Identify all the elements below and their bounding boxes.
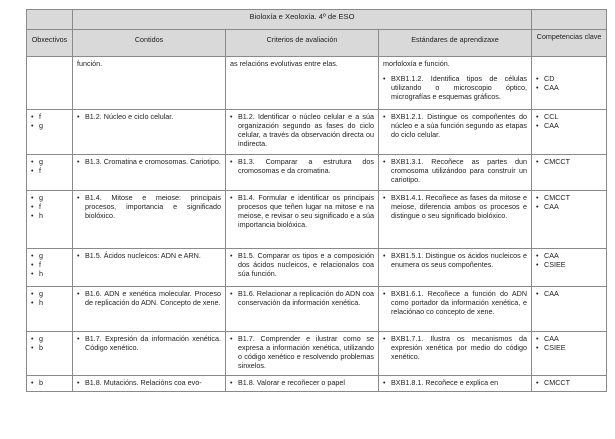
criteria-item [230,251,374,278]
criteria-cell [226,57,379,110]
content-item [77,251,221,260]
objective-item [31,202,68,211]
content-cell [73,110,226,155]
table-row [27,155,607,191]
bullet: • [31,269,34,279]
criteria-cell [226,287,379,332]
content-item [77,378,221,387]
objectives-cell [27,155,73,191]
bullet: • [31,289,34,298]
standard-item-text: BXB1.5.1. Distingue os ácidos nucleicos e enumera os seus compoñentes. [391,251,528,270]
criteria-item [230,334,374,370]
objectives-cell [27,287,73,332]
criteria-item [230,289,374,307]
bullet: • [31,166,34,176]
objective-code: g [39,157,43,166]
bullet: • [536,112,539,121]
objective-code: f [39,260,41,270]
criteria-item-text: as relacións evolutivas entre elas. [230,59,338,68]
content-item [77,157,221,166]
objective-code: b [39,378,43,387]
table-row [27,332,607,376]
bullet: • [383,157,386,166]
table-title-row [27,10,607,30]
bullet: • [77,112,80,121]
bullet: • [536,157,539,166]
standards-cell [379,332,532,376]
bullet: • [230,157,233,166]
objective-item [31,193,68,202]
objective-code: h [39,269,43,279]
title-blank-cell [27,10,73,30]
content-item [77,193,221,220]
bullet: • [230,193,233,202]
standards-cell [379,57,532,110]
competences-cell [532,249,607,287]
content-item [77,289,221,307]
table-row [27,249,607,287]
objective-code: h [39,211,43,221]
criteria-cell [226,155,379,191]
bullet: • [383,193,386,202]
bullet: • [31,121,34,131]
bullet: • [77,157,80,166]
objectives-cell [27,249,73,287]
standard-item [383,334,527,361]
bullet: • [77,193,80,202]
bullet: • [31,211,34,221]
competence-code: CSIEE [544,260,566,270]
bullet: • [536,289,539,298]
standard-item-text: BXB1.4.1. Recoñece as fases da mitose e meiose, diferencia ambos os procesos e distingue o seu significado biolóxico. [391,193,528,221]
bullet: • [536,251,539,260]
objective-item [31,289,68,298]
objective-code: g [39,193,43,202]
content-item-text: función. [77,59,103,68]
bullet: • [77,289,80,298]
competence-code: CMCCT [544,157,570,166]
criteria-item [230,157,374,175]
bullet: • [536,343,539,353]
bullet: • [77,378,80,387]
competence-code: CD [544,74,555,83]
bullet: • [536,74,539,83]
content-item-text: B1.2. Núcleo e ciclo celular. [85,112,174,121]
header-criteria: Criterios de avaliación [226,30,379,57]
objectives-cell [27,332,73,376]
competence-code: CAA [544,251,559,260]
standard-item [383,251,527,269]
objective-item [31,157,68,166]
competence-item [536,157,602,166]
competence-code: CAA [544,334,559,343]
standard-item-text: BXB1.1.2. Identifica tipos de células utilizando o microscopio óptico, micrografías e esquemas gráficos. [391,74,528,102]
competences-cell [532,110,607,155]
criteria-item-text: B1.2. Identificar o núcleo celular e a súa organización segundo as fases do ciclo celular, a través da observación directa ou indirecta. [238,112,374,149]
bullet: • [536,83,539,93]
competence-code: CMCCT [544,193,570,202]
criteria-item-text: B1.5. Comparar os tipos e a composición dos ácidos nucleicos, e relacionalos coa súa función. [238,251,374,279]
content-item-text: B1.5. Ácidos nucleicos: ADN e ARN. [85,251,201,260]
competence-code: CAA [544,289,559,298]
standard-item [383,193,527,220]
criteria-cell [226,110,379,155]
criteria-item [230,378,374,387]
content-item-text: B1.3. Cromatina e cromosomas. Cariotipo. [85,157,221,166]
bullet: • [31,343,34,353]
bullet: • [536,121,539,131]
bullet: • [536,378,539,387]
criteria-item-text: B1.4. Formular e identificar os principais procesos que teñen lugar na mitose e na meiose, e revisar o seu significado e a súa importancia biolóxica. [238,193,374,230]
competence-code: CMCCT [544,378,570,387]
criteria-cell [226,376,379,392]
bullet: • [31,112,34,121]
objective-code: f [39,202,41,212]
content-item-text: B1.6. ADN e xenética molecular. Proceso de replicación do ADN. Concepto de xene. [85,289,221,308]
bullet: • [31,334,34,343]
content-item [77,334,221,352]
table-row [27,191,607,249]
standards-cell [379,110,532,155]
objective-code: g [39,334,43,343]
competence-item [536,334,602,343]
objective-item [31,121,68,130]
header-standards: Estándares de aprendizaxe [379,30,532,57]
header-objectives: Obxectivos [27,30,73,57]
content-item-text: B1.4. Mitose e meiose: principais procesos, importancia e significado biolóxico. [85,193,221,221]
header-contents: Contidos [73,30,226,57]
bullet: • [383,378,386,387]
competences-cell [532,376,607,392]
bullet: • [230,251,233,260]
standard-item [383,157,527,184]
competence-item [536,74,602,83]
bullet: • [31,378,34,387]
bullet: • [31,157,34,166]
criteria-cell [226,249,379,287]
criteria-item-text: B1.8. Valorar e recoñecer o papel [238,378,345,387]
criteria-item [230,193,374,229]
title-blank-cell-right [532,10,607,30]
competence-item [536,378,602,387]
competence-item [536,251,602,260]
criteria-item [230,112,374,148]
objective-item [31,251,68,260]
competences-cell [532,155,607,191]
objective-code: g [39,289,43,298]
standard-item-text: BXB1.7.1. Ilustra os mecanismos da expresión xenética por medio do código xenético. [391,334,528,362]
competence-item [536,343,602,352]
competence-item [536,202,602,211]
bullet: • [31,251,34,260]
objective-code: b [39,343,43,353]
bullet: • [536,334,539,343]
competence-item [536,121,602,130]
bullet: • [536,193,539,202]
content-item-text: B1.7. Expresión da información xenética. Código xenético. [85,334,221,353]
bullet: • [31,298,34,308]
objectives-cell [27,57,73,110]
standard-item-text: morfoloxía e función. [383,59,450,68]
objective-code: g [39,251,43,260]
bullet: • [383,74,386,84]
bullet: • [230,112,233,121]
standard-item-text: BXB1.8.1. Recoñece e explica en [391,378,499,387]
objective-item [31,166,68,175]
bullet: • [31,193,34,202]
header-competences: Competencias clave [532,30,607,57]
competence-code: CAA [544,202,559,212]
objective-item [31,112,68,121]
column-header-row [27,30,607,57]
standard-item-text: BXB1.6.1. Recoñece a función do ADN como portador da información xenética, e relaciónao co concepto de xene. [391,289,528,317]
bullet: • [77,334,80,343]
table-row [27,376,607,392]
bullet: • [31,260,34,270]
objective-code: f [39,166,41,176]
standard-item [383,289,527,316]
standards-cell [379,155,532,191]
objective-item [31,298,68,307]
standards-cell [379,376,532,392]
bullet: • [383,334,386,343]
objective-item [31,378,68,387]
criteria-cell [226,191,379,249]
standard-item-text: BXB1.3.1. Recoñece as partes dun cromosoma utilizándoo para construír un cariotipo. [391,157,528,185]
bullet: • [230,378,233,387]
standards-cell [379,249,532,287]
competence-item [536,289,602,298]
bullet: • [383,289,386,298]
bullet: • [536,202,539,212]
objective-code: f [39,112,41,121]
objective-code: h [39,298,43,308]
bullet: • [31,202,34,212]
table-row [27,57,607,110]
competence-code: CAA [544,83,559,93]
content-item [77,59,221,68]
standard-item [383,74,527,101]
competences-cell [532,287,607,332]
content-cell [73,376,226,392]
criteria-item [230,59,374,68]
competence-item [536,260,602,269]
standard-item [383,378,527,387]
competence-code: CCL [544,112,559,121]
curriculum-table [26,9,607,392]
standard-item-text: BXB1.2.1. Distingue os compoñentes do núcleo e a súa función segundo as etapas do ciclo celular. [391,112,528,140]
competence-item [536,83,602,92]
content-cell [73,155,226,191]
content-cell [73,57,226,110]
competence-item [536,193,602,202]
bullet: • [230,289,233,298]
table-row [27,110,607,155]
competence-code: CAA [544,121,559,131]
objective-item [31,334,68,343]
bullet: • [383,251,386,260]
content-cell [73,287,226,332]
objectives-cell [27,110,73,155]
bullet: • [536,260,539,270]
objectives-cell [27,191,73,249]
standards-cell [379,191,532,249]
bullet: • [77,251,80,260]
criteria-cell [226,332,379,376]
standards-cell [379,287,532,332]
criteria-item-text: B1.7. Comprender e ilustrar como se expresa a información xenética, utilizando o código xenético e resolvendo problemas sinxelos. [238,334,374,371]
table-row [27,287,607,332]
content-item-text: B1.8. Mutacións. Relacións coa evo- [85,378,202,387]
competences-cell [532,332,607,376]
objective-item [31,211,68,220]
competence-item [536,112,602,121]
standard-item [383,112,527,139]
bullet: • [383,112,386,121]
content-cell [73,332,226,376]
objective-item [31,260,68,269]
content-cell [73,191,226,249]
criteria-item-text: B1.6. Relacionar a replicación do ADN coa conservación da información xenética. [238,289,374,308]
objective-item [31,269,68,278]
objectives-cell [27,376,73,392]
table-title: Bioloxía e Xeoloxía. 4º de ESO [73,10,532,30]
content-item [77,112,221,121]
competence-code: CSIEE [544,343,566,353]
objective-code: g [39,121,43,131]
standard-item [383,59,527,68]
competences-cell [532,57,607,110]
criteria-item-text: B1.3. Comparar a estrutura dos cromosomas e da cromatina. [238,157,374,176]
competences-cell [532,191,607,249]
objective-item [31,343,68,352]
content-cell [73,249,226,287]
bullet: • [230,334,233,343]
